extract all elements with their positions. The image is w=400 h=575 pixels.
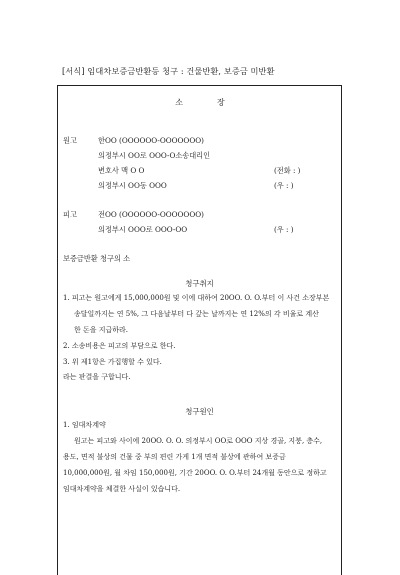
plaintiff-name: 한OO (OOOOOO-OOOOOOO) [98,136,204,145]
cause-line3: 10,000,000원, 월 차임 150,000원, 기간 20OO. O. O.부터 24개월 동안으로 정하고 [63,469,327,477]
plaintiff-address: 의정부시 OO로 OOO-O소송대리인 [98,151,211,160]
purpose-item1-line2: 송달일까지는 연 5%, 그 다음날부터 다 갚는 날까지는 연 12%의 각 비율로 계산 [74,310,319,318]
defendant-zip: (우 : ) [274,225,294,234]
plaintiff-role: 원고 [63,136,77,145]
title-right: 장 [217,98,225,107]
purpose-item2: 2. 소송비용은 피고의 부담으로 한다. [63,342,176,350]
defendant-name: 전OO (OOOOOO-OOOOOOO) [98,210,204,219]
cause-line2: 용도, 면적 불상의 건물 중 부의 편린 가게 1개 면적 불상에 관하여 보증금 [63,453,286,461]
purpose-closing: 라는 판결을 구합니다. [63,373,131,381]
cause-line1: 원고는 피고와 사이에 20OO. O. O. 의정부시 OO로 OOO 지상 경골, 지붕, 층수, [74,437,323,445]
defendant-role: 피고 [63,210,77,219]
cause-heading: 청구원인 [185,407,214,416]
defendant-address: 의정부시 OOO로 OOO-OO [98,225,188,234]
plaintiff-phone: (전화 : ) [274,166,301,175]
cause-line4: 임대차계약을 체결한 사실이 있습니다. [63,485,181,493]
purpose-item3: 3. 위 제1항은 가집행할 수 있다. [63,358,162,366]
purpose-item1-line3: 한 돈을 지급하라. [74,326,129,334]
case-name: 보증금반환 청구의 소 [63,254,131,263]
purpose-heading: 청구취지 [185,279,214,288]
purpose-item1-line1: 1. 피고는 원고에게 15,000,000원 및 이에 대하여 20OO. O. O.부터 이 사건 소장부본 [63,294,330,302]
title-left: 소 [175,98,183,107]
plaintiff-zip: (우 : ) [274,181,294,190]
plaintiff-lawyer: 변호사 맥 O O [98,166,145,175]
cause-item1-title: 1. 임대차계약 [63,421,106,429]
document-title [0,97,400,108]
plaintiff-address2: 의정부시 OO동 OOO [98,181,167,190]
form-header: [서식] 임대차보증금반환등 청구 : 건물반환, 보증금 미반환 [62,66,275,76]
